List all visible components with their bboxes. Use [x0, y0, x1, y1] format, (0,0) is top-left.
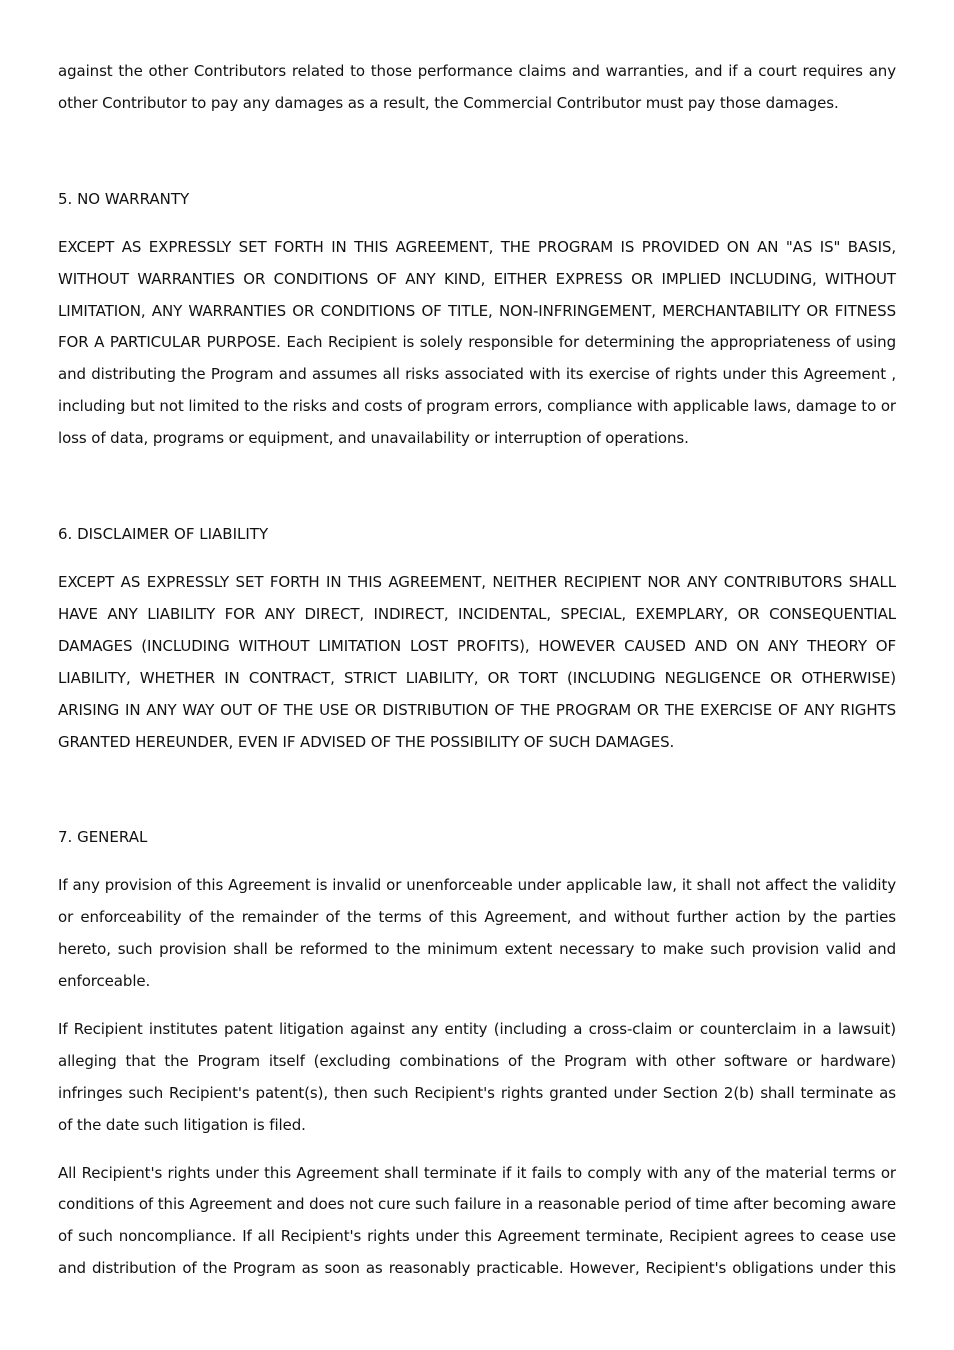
- intro-paragraph: against the other Contributors related to those performance claims and warranties, and if a court requires any other Contributor to pay any damages as a result, the Commercial Contributor must pay those damages.: [58, 62, 896, 112]
- general-paragraph-3: All Recipient's rights under this Agreement shall terminate if it fails to comply with any of the material terms or conditions of this Agreement and does not cure such failure in a reasonable period of time after becoming aware of such noncompliance. If all Recipient's rights under this Agreement terminate, Recipient agrees to cease use and distribution of the Program as soon as reasonably practicable. However, Recipient's obligations under this: [58, 1163, 896, 1278]
- section-heading-disclaimer: 6. DISCLAIMER OF LIABILITY: [58, 525, 269, 544]
- document-page: [58, 56, 896, 1285]
- section-heading-general: 7. GENERAL: [58, 828, 148, 847]
- general-paragraph-1: If any provision of this Agreement is invalid or unenforceable under applicable law, it shall not affect the validity or enforceability of the remainder of the terms of this Agreement, and without further action by the parties hereto, such provision shall be reformed to the minimum extent necessary to make such provision valid and enforceable.: [58, 876, 896, 991]
- disclaimer-paragraph: EXCEPT AS EXPRESSLY SET FORTH IN THIS AGREEMENT, NEITHER RECIPIENT NOR ANY CONTRIBUTORS SHALL HAVE ANY LIABILITY FOR ANY DIRECT, INDIRECT, INCIDENTAL, SPECIAL, EXEMPLARY, OR CONSEQUENTIAL DAMAGES (INCLUDING WITHOUT LIMITATION LOST PROFITS), HOWEVER CAUSED AND ON ANY THEORY OF LIABILITY, WHETHER IN CONTRACT, STRICT LIABILITY, OR TORT (INCLUDING NEGLIGENCE OR OTHERWISE) ARISING IN ANY WAY OUT OF THE USE OR DISTRIBUTION OF THE PROGRAM OR THE EXERCISE OF ANY RIGHTS GRANTED HEREUNDER, EVEN IF ADVISED OF THE POSSIBILITY OF SUCH DAMAGES.: [58, 572, 896, 751]
- no-warranty-paragraph: EXCEPT AS EXPRESSLY SET FORTH IN THIS AGREEMENT, THE PROGRAM IS PROVIDED ON AN "AS IS" BASIS, WITHOUT WARRANTIES OR CONDITIONS OF ANY KIND, EITHER EXPRESS OR IMPLIED INCLUDING, WITHOUT LIMITATION, ANY WARRANTIES OR CONDITIONS OF TITLE, NON-INFRINGEMENT, MERCHANTABILITY OR FITNESS FOR A PARTICULAR PURPOSE. Each Recipient is solely responsible for determining the appropriateness of using and distributing the Program and assumes all risks associated with its exercise of rights under this Agreement , including but not limited to the risks and costs of program errors, compliance with applicable laws, damage to or loss of data, programs or equipment, and unavailability or interruption of operations.: [58, 237, 896, 448]
- section-heading-no-warranty: 5. NO WARRANTY: [58, 189, 190, 208]
- general-paragraph-2: If Recipient institutes patent litigation against any entity (including a cross-claim or counterclaim in a lawsuit) alleging that the Program itself (excluding combinations of the Program with other software or hardware) infringes such Recipient's patent(s), then such Recipient's rights granted under Section 2(b) shall terminate as of the date such litigation is filed.: [58, 1019, 896, 1134]
